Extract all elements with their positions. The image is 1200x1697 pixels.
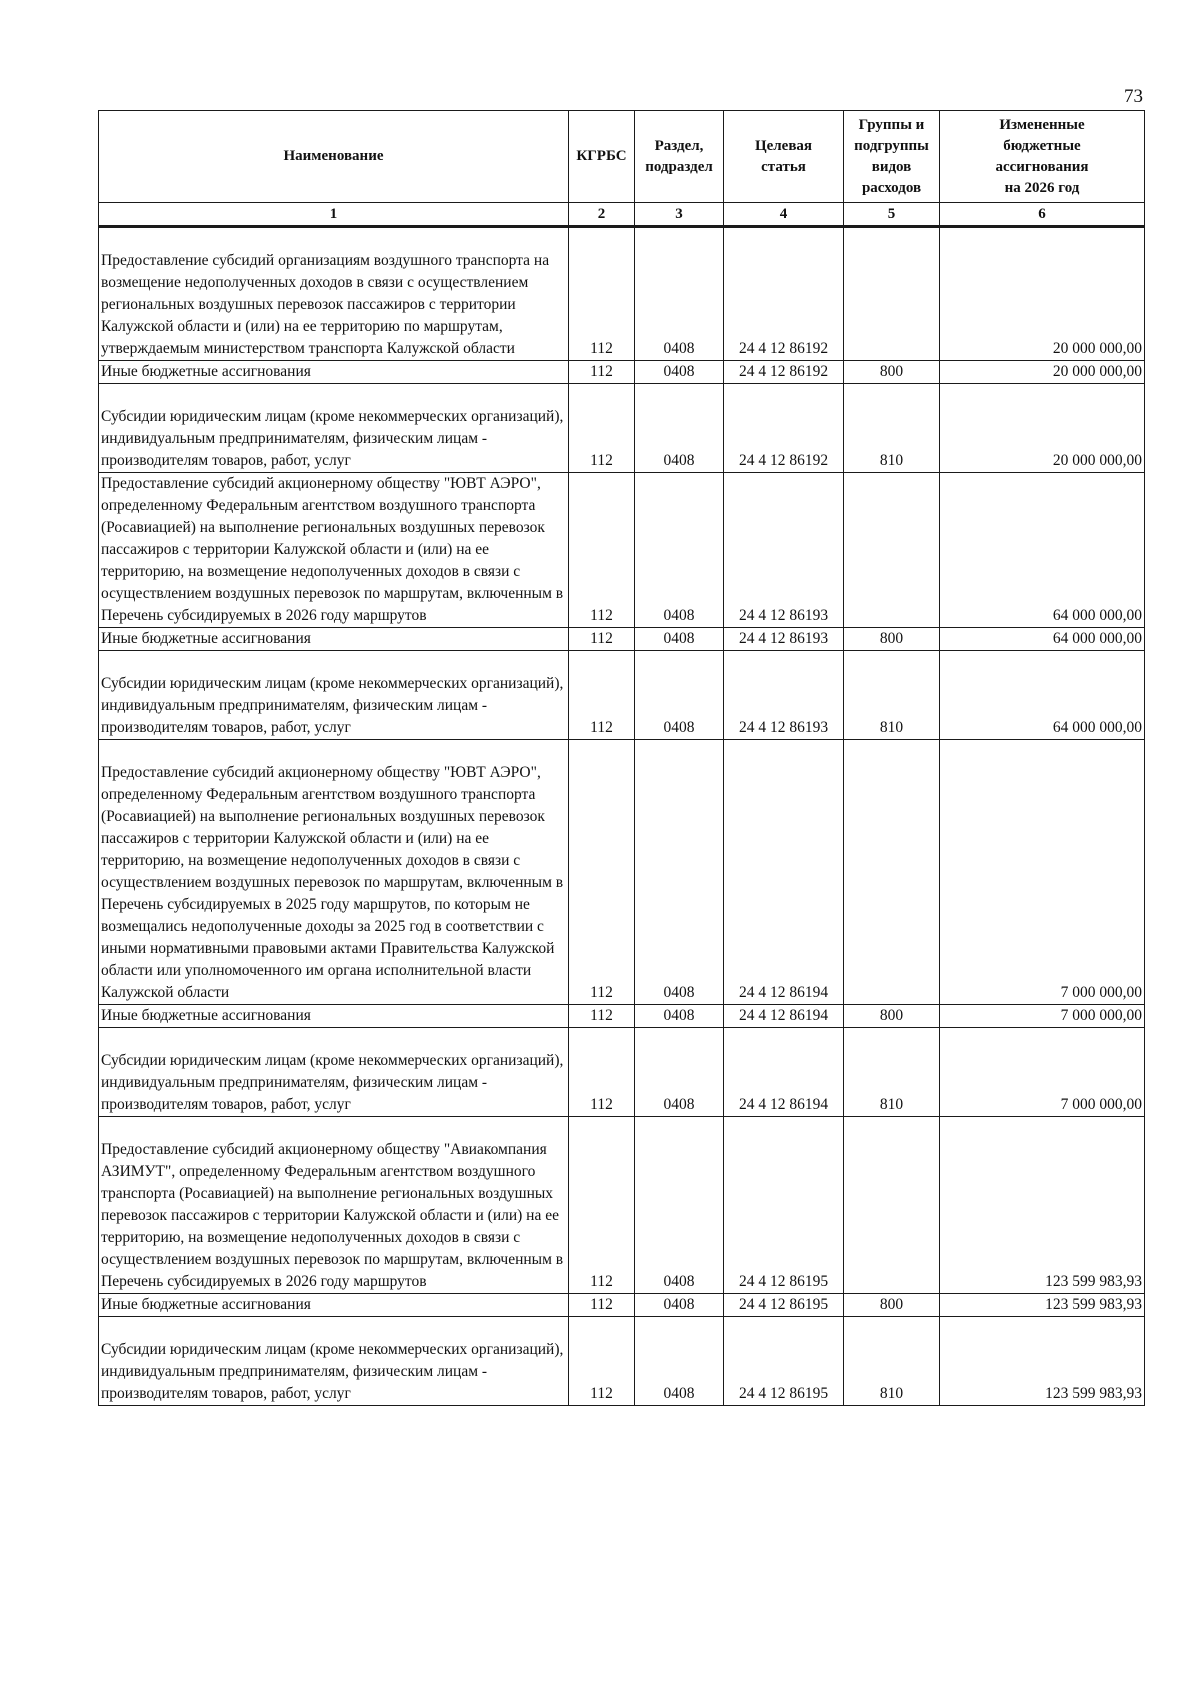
header-section: Раздел, подраздел [635, 111, 724, 203]
row-amount: 64 000 000,00 [940, 473, 1145, 628]
row-group: 800 [844, 628, 940, 651]
table-row [99, 1005, 1145, 1028]
row-kgrbs: 112 [569, 651, 635, 740]
row-group: 800 [844, 361, 940, 384]
row-name: Субсидии юридическим лицам (кроме некоммерческих организаций), индивидуальным предпринимателям, физическим лицам - производителям товаров, работ, услуг [99, 1028, 569, 1117]
row-section: 0408 [635, 1317, 724, 1406]
row-name: Субсидии юридическим лицам (кроме некоммерческих организаций), индивидуальным предпринимателям, физическим лицам - производителям товаров, работ, услуг [99, 651, 569, 740]
row-target: 24 4 12 86193 [724, 651, 844, 740]
column-number: 3 [635, 203, 724, 227]
row-kgrbs: 112 [569, 1117, 635, 1294]
row-name: Иные бюджетные ассигнования [99, 1005, 569, 1028]
row-section: 0408 [635, 1294, 724, 1317]
table-header-row [99, 111, 1145, 203]
header-kgrbs: КГРБС [569, 111, 635, 203]
table-row [99, 227, 1145, 361]
row-amount: 64 000 000,00 [940, 651, 1145, 740]
row-group: 800 [844, 1294, 940, 1317]
table-row [99, 628, 1145, 651]
row-amount: 7 000 000,00 [940, 1005, 1145, 1028]
row-group: 810 [844, 1028, 940, 1117]
table-row [99, 1028, 1145, 1117]
table-row [99, 1294, 1145, 1317]
row-section: 0408 [635, 740, 724, 1005]
budget-allocations-table [98, 110, 1145, 1406]
column-number: 2 [569, 203, 635, 227]
row-section: 0408 [635, 227, 724, 361]
row-section: 0408 [635, 1005, 724, 1028]
row-kgrbs: 112 [569, 1005, 635, 1028]
page-number: 73 [1124, 86, 1143, 107]
row-section: 0408 [635, 1117, 724, 1294]
row-kgrbs: 112 [569, 473, 635, 628]
row-target: 24 4 12 86194 [724, 1005, 844, 1028]
row-group: 810 [844, 384, 940, 473]
table-row [99, 651, 1145, 740]
row-target: 24 4 12 86195 [724, 1317, 844, 1406]
table-row [99, 1317, 1145, 1406]
row-kgrbs: 112 [569, 1028, 635, 1117]
row-kgrbs: 112 [569, 1294, 635, 1317]
row-kgrbs: 112 [569, 628, 635, 651]
row-section: 0408 [635, 473, 724, 628]
row-amount: 20 000 000,00 [940, 361, 1145, 384]
row-name: Предоставление субсидий акционерному обществу "ЮВТ АЭРО", определенному Федеральным агентством воздушного транспорта (Росавиацией) на выполнение региональных воздушных перевозок пассажиров с территории Калужской области и (или) на ее территорию, на возмещение недополученных доходов в связи с осуществлением воздушных перевозок по маршрутам, включенным в Перечень субсидируемых в 2025 году маршрутов, по которым не возмещались недополученные доходы за 2025 год в соответствии с иными нормативными правовыми актами Правительства Калужской области или уполномоченного им органа исполнительной власти Калужской области [99, 740, 569, 1005]
row-kgrbs: 112 [569, 740, 635, 1005]
row-amount: 123 599 983,93 [940, 1317, 1145, 1406]
row-amount: 20 000 000,00 [940, 227, 1145, 361]
row-amount: 7 000 000,00 [940, 740, 1145, 1005]
row-section: 0408 [635, 1028, 724, 1117]
row-section: 0408 [635, 361, 724, 384]
row-kgrbs: 112 [569, 1317, 635, 1406]
row-amount: 123 599 983,93 [940, 1294, 1145, 1317]
row-target: 24 4 12 86194 [724, 1028, 844, 1117]
column-number: 4 [724, 203, 844, 227]
row-kgrbs: 112 [569, 384, 635, 473]
row-name: Иные бюджетные ассигнования [99, 361, 569, 384]
table-row [99, 473, 1145, 628]
header-name: Наименование [99, 111, 569, 203]
row-kgrbs: 112 [569, 361, 635, 384]
row-group [844, 473, 940, 628]
row-target: 24 4 12 86195 [724, 1294, 844, 1317]
row-group: 800 [844, 1005, 940, 1028]
row-target: 24 4 12 86192 [724, 361, 844, 384]
row-target: 24 4 12 86193 [724, 473, 844, 628]
table-row [99, 740, 1145, 1005]
column-number: 6 [940, 203, 1145, 227]
table-body [99, 227, 1145, 1406]
row-amount: 64 000 000,00 [940, 628, 1145, 651]
row-name: Субсидии юридическим лицам (кроме некоммерческих организаций), индивидуальным предпринимателям, физическим лицам - производителям товаров, работ, услуг [99, 1317, 569, 1406]
header-amount: Измененные бюджетные ассигнования на 2026 год [940, 111, 1145, 203]
row-group: 810 [844, 1317, 940, 1406]
row-group [844, 1117, 940, 1294]
row-target: 24 4 12 86193 [724, 628, 844, 651]
column-number-row [99, 203, 1145, 227]
row-target: 24 4 12 86195 [724, 1117, 844, 1294]
table-row [99, 384, 1145, 473]
row-group [844, 227, 940, 361]
row-section: 0408 [635, 384, 724, 473]
row-amount: 7 000 000,00 [940, 1028, 1145, 1117]
row-target: 24 4 12 86192 [724, 384, 844, 473]
row-section: 0408 [635, 628, 724, 651]
table-row [99, 361, 1145, 384]
row-target: 24 4 12 86194 [724, 740, 844, 1005]
row-name: Иные бюджетные ассигнования [99, 1294, 569, 1317]
row-name: Иные бюджетные ассигнования [99, 628, 569, 651]
row-name: Предоставление субсидий акционерному обществу "Авиакомпания АЗИМУТ", определенному Федеральным агентством воздушного транспорта (Росавиацией) на выполнение региональных воздушных перевозок пассажиров с территории Калужской области и (или) на ее территорию, на возмещение недополученных доходов в связи с осуществлением воздушных перевозок по маршрутам, включенным в Перечень субсидируемых в 2026 году маршрутов [99, 1117, 569, 1294]
column-number: 5 [844, 203, 940, 227]
row-kgrbs: 112 [569, 227, 635, 361]
header-target: Целевая статья [724, 111, 844, 203]
row-name: Предоставление субсидий акционерному обществу "ЮВТ АЭРО", определенному Федеральным агентством воздушного транспорта (Росавиацией) на выполнение региональных воздушных перевозок пассажиров с территории Калужской области и (или) на ее территорию, на возмещение недополученных доходов в связи с осуществлением воздушных перевозок по маршрутам, включенным в Перечень субсидируемых в 2026 году маршрутов [99, 473, 569, 628]
column-number: 1 [99, 203, 569, 227]
row-name: Предоставление субсидий организациям воздушного транспорта на возмещение недополученных доходов в связи с осуществлением региональных воздушных перевозок пассажиров с территории Калужской области и (или) на ее территорию по маршрутам, утверждаемым министерством транспорта Калужской области [99, 227, 569, 361]
header-groups: Группы и подгруппы видов расходов [844, 111, 940, 203]
row-amount: 123 599 983,93 [940, 1117, 1145, 1294]
row-amount: 20 000 000,00 [940, 384, 1145, 473]
table-row [99, 1117, 1145, 1294]
row-group: 810 [844, 651, 940, 740]
row-target: 24 4 12 86192 [724, 227, 844, 361]
row-group [844, 740, 940, 1005]
row-section: 0408 [635, 651, 724, 740]
row-name: Субсидии юридическим лицам (кроме некоммерческих организаций), индивидуальным предпринимателям, физическим лицам - производителям товаров, работ, услуг [99, 384, 569, 473]
